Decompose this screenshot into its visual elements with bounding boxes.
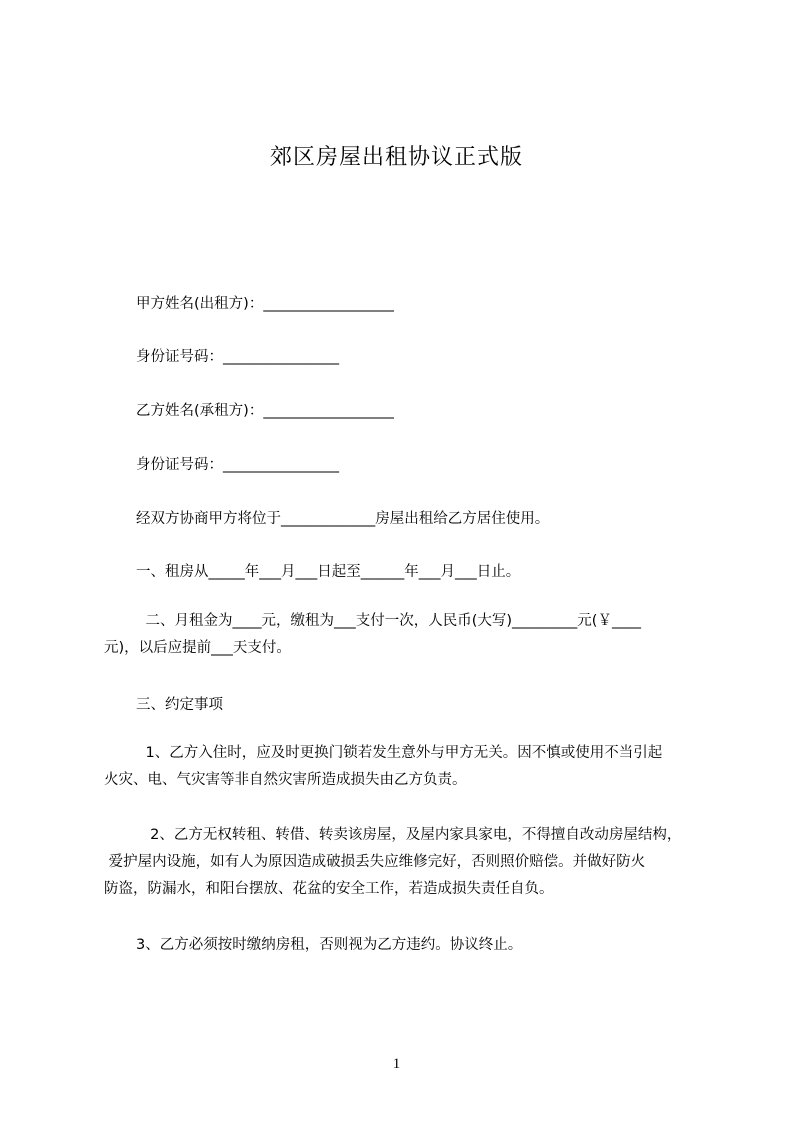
party-a-name-line: 甲方姓名(出租方)：__________________ <box>136 296 394 312</box>
property-location-line: 经双方协商甲方将位于_____________房屋出租给乙方居住使用。 <box>136 511 550 527</box>
lease-term-line: 一、租房从_____年___月___日起至______年___月___日止。 <box>136 564 521 580</box>
agreed-item-3: 3、乙方必须按时缴纳房租，否则视为乙方违约。协议终止。 <box>136 937 523 953</box>
rent-terms-paragraph: 二、月租金为____元，缴租为___支付一次，人民币(大写)_________元(￥____ 元)，以后应提前___天支付。 <box>104 613 641 656</box>
agreed-item-1: 1、乙方入住时，应及时更换门锁若发生意外与甲方无关。因不慎或使用不当引起 火灾、电、气灾害等非自然灾害所造成损失由乙方负责。 <box>104 745 663 788</box>
party-b-id-line: 身份证号码：________________ <box>136 457 339 473</box>
document-title: 郊区房屋出租协议正式版 <box>269 145 523 170</box>
party-a-id-line: 身份证号码：________________ <box>136 349 339 365</box>
party-b-name-line: 乙方姓名(承租方)：__________________ <box>136 403 394 419</box>
agreed-matters-heading: 三、约定事项 <box>136 697 223 713</box>
page-number: 1 <box>392 1056 401 1072</box>
agreed-item-2: 2、乙方无权转租、转借、转卖该房屋，及屋内家具家电，不得擅自改动房屋结构， 爱护屋内设施，如有人为原因造成破损丢失应维修完好，否则照价赔偿。并做好防火 防盗，防漏水，和阳台摆放、花盆的安全工作，若造成损失责任自负。 <box>104 827 682 897</box>
